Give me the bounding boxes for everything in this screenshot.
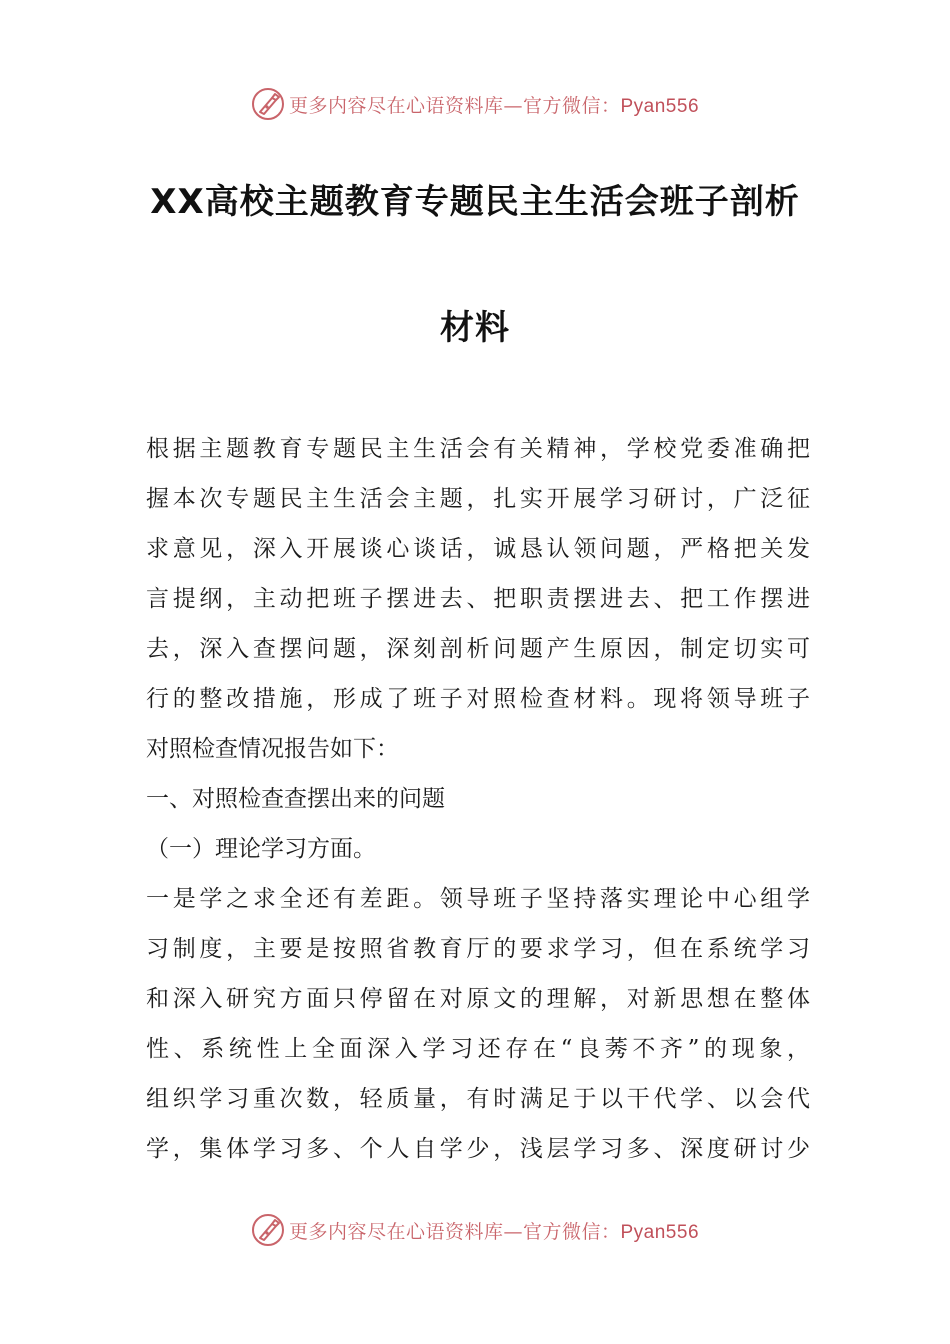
document-body xyxy=(146,424,810,1174)
wechat-handle: Pyan556 xyxy=(620,95,700,117)
body-line: 握本次专题民主生活会主题，扎实开展学习研讨，广泛征 xyxy=(146,486,810,512)
body-line: 性、系统性上全面深入学习还存在“良莠不齐”的现象， xyxy=(146,1036,810,1062)
body-line: 组织学习重次数，轻质量，有时满足于以干代学、以会代 xyxy=(146,1086,810,1112)
body-line: 学，集体学习多、个人自学少，浅层学习多、深度研讨少 xyxy=(146,1136,810,1162)
document-title-line-1: XX高校主题教育专题民主生活会班子剖析 xyxy=(150,182,800,222)
promo-message: 更多内容尽在心语资料库—官方微信： xyxy=(288,1220,621,1243)
promo-text xyxy=(289,91,699,118)
body-line: 和深入研究方面只停留在对原文的理解，对新思想在整体 xyxy=(146,986,810,1012)
pen-nib-logo-icon xyxy=(251,1213,285,1247)
body-line: 行的整改措施，形成了班子对照检查材料。现将领导班子 xyxy=(146,686,810,712)
promo-message: 更多内容尽在心语资料库—官方微信： xyxy=(288,94,621,117)
body-line: 习制度，主要是按照省教育厅的要求学习，但在系统学习 xyxy=(146,936,810,962)
body-line: 言提纲，主动把班子摆进去、把职责摆进去、把工作摆进 xyxy=(146,586,810,612)
body-line: 对照检查情况报告如下： xyxy=(146,736,399,762)
section-heading: 一、对照检查查摆出来的问题 xyxy=(146,786,445,812)
wechat-handle: Pyan556 xyxy=(620,1221,700,1243)
promo-text xyxy=(289,1217,699,1244)
body-line: 去，深入查摆问题，深刻剖析问题产生原因，制定切实可 xyxy=(146,636,810,662)
body-line: 一是学之求全还有差距。领导班子坚持落实理论中心组学 xyxy=(146,886,810,912)
header-banner xyxy=(0,82,950,126)
subsection-heading: （一）理论学习方面。 xyxy=(146,836,376,862)
pen-nib-logo-icon xyxy=(251,87,285,121)
body-line: 根据主题教育专题民主生活会有关精神，学校党委准确把 xyxy=(146,436,810,462)
body-line: 求意见，深入开展谈心谈话，诚恳认领问题，严格把关发 xyxy=(146,536,810,562)
document-title-line-2: 材料 xyxy=(440,308,510,348)
footer-banner xyxy=(0,1208,950,1252)
